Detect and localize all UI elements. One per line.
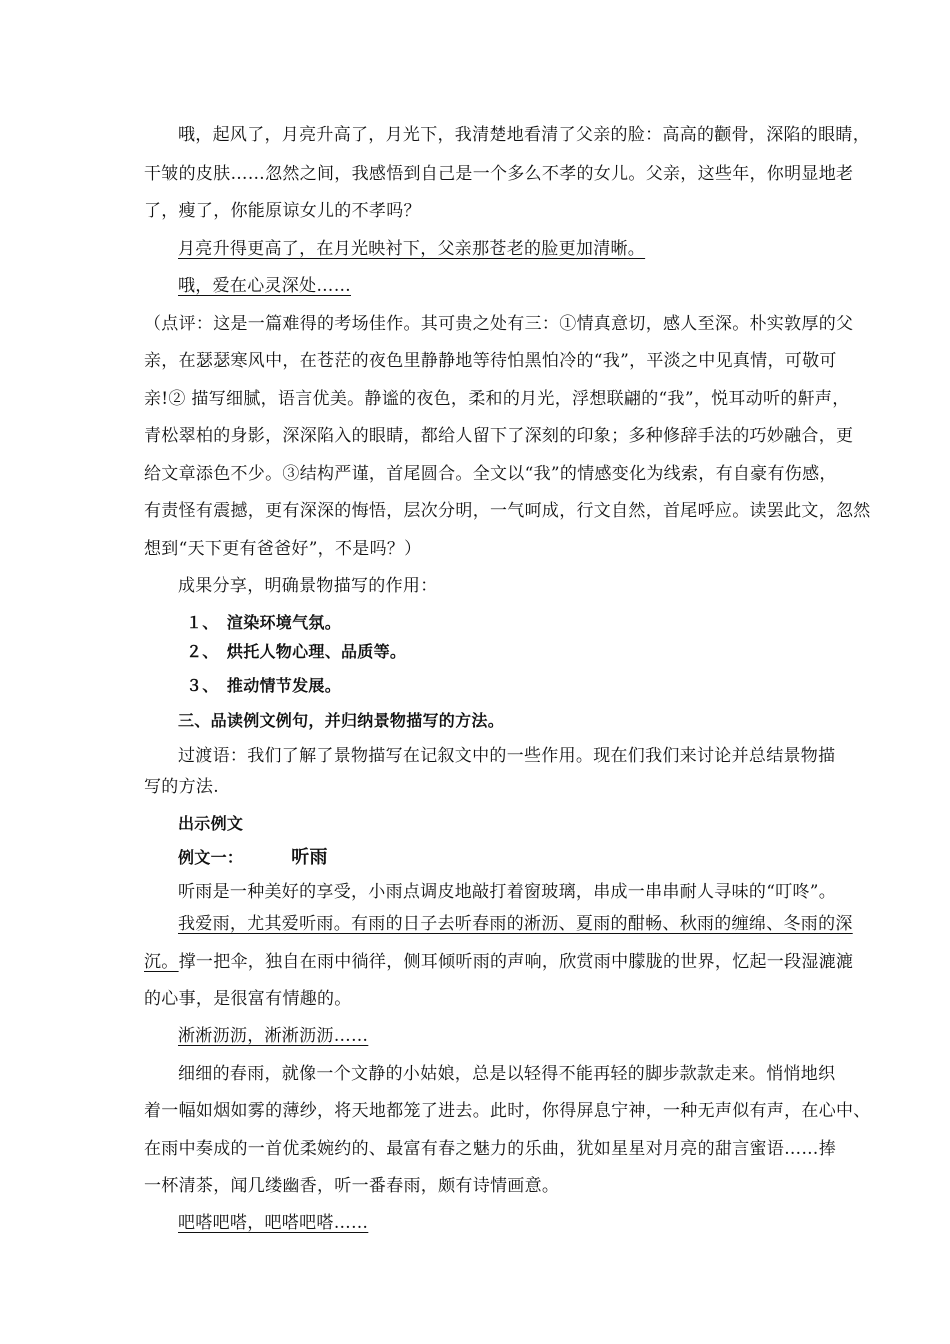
spring-rain-line: 细细的春雨，就像一个文静的小姑娘，总是以轻得不能再轻的脚步款款走来。悄悄地织 xyxy=(178,1064,836,1084)
example-line xyxy=(0,913,950,935)
summary-item: ２、 烘托人物心理、品质等。 xyxy=(186,642,407,661)
underlined-sentence: 淅淅沥沥，淅淅沥沥…… xyxy=(178,1026,369,1046)
comment-line: 想到“天下更有爸爸好”，不是吗？） xyxy=(144,539,422,559)
comment-line: 青松翠柏的身影，深深陷入的眼睛，都给人留下了深刻的印象；多种修辞手法的巧妙融合，更 xyxy=(144,426,854,446)
example-heading xyxy=(0,847,950,869)
summary-item: １、 渲染环境气氛。 xyxy=(186,613,342,632)
comment-line: 亲!② 描写细腻，语言优美。静谧的夜色，柔和的月光，浮想联翩的“我”，悦耳动听的鼾声， xyxy=(144,389,850,409)
example-line xyxy=(0,1025,950,1047)
transition-line: 写的方法. xyxy=(144,777,219,797)
show-example-label: 出示例文 xyxy=(178,814,244,833)
transition-line: 过渡语：我们了解了景物描写在记叙文中的一些作用。现在们我们来讨论并总结景物描 xyxy=(178,746,836,766)
essay-paragraph-line xyxy=(0,275,950,297)
spring-rain-line: 在雨中奏成的一首优柔婉约的、最富有春之魅力的乐曲，犹如星星对月亮的甜言蜜语……捧 xyxy=(144,1139,836,1159)
essay-paragraph-line xyxy=(0,238,950,260)
spring-rain-line: 一杯清茶，闻几缕幽香，听一番春雨，颇有诗情画意。 xyxy=(144,1176,560,1196)
example-title: 听雨 xyxy=(291,847,328,868)
essay-paragraph-line: 干皱的皮肤……忽然之间，我感悟到自己是一个多么不孝的女儿。父亲，这些年，你明显地老 xyxy=(144,164,854,184)
comment-line: 有责怪有震撼，更有深深的悔悟，层次分明，一气呵成，行文自然，首尾呼应。读罢此文，忽然 xyxy=(144,501,871,521)
example-line: 听雨是一种美好的享受，小雨点调皮地敲打着窗玻璃，串成一串串耐人寻味的“叮咚”。 xyxy=(178,882,837,902)
underlined-sentence: 吧嗒吧嗒，吧嗒吧嗒…… xyxy=(178,1213,369,1233)
underlined-sentence: 哦，爱在心灵深处…… xyxy=(178,276,351,296)
example-label: 例文一： xyxy=(178,848,244,867)
underlined-sentence: 沉。 xyxy=(144,952,179,972)
example-line: 的心事，是很富有情趣的。 xyxy=(144,989,352,1009)
spring-rain-line: 着一幅如烟如雾的薄纱，将天地都笼了进去。此时，你得屏息宁神，一种无声似有声，在心中、 xyxy=(144,1101,871,1121)
section-heading: 三、品读例文例句，并归纳景物描写的方法。 xyxy=(178,711,505,730)
example-line xyxy=(0,951,950,973)
comment-line: 亲，在瑟瑟寒风中，在苍茫的夜色里静静地等待怕黑怕冷的“我”，平淡之中见真情，可敬可 xyxy=(144,351,837,371)
essay-paragraph-line: 哦，起风了，月亮升高了，月光下，我清楚地看清了父亲的脸：高高的颧骨，深陷的眼睛， xyxy=(178,125,870,145)
underlined-sentence: 我爱雨，尤其爱听雨。有雨的日子去听春雨的淅沥、夏雨的酣畅、秋雨的缠绵、冬雨的深 xyxy=(178,914,853,934)
example-line-rest: 撑一把伞，独自在雨中徜徉，侧耳倾听雨的声响，欣赏雨中朦胧的世界，忆起一段湿漉漉 xyxy=(178,952,854,972)
example-line xyxy=(0,1212,950,1234)
comment-line: （点评：这是一篇难得的考场佳作。其可贵之处有三：①情真意切，感人至深。朴实敦厚的父 xyxy=(144,314,854,334)
summary-item: ３、 推动情节发展。 xyxy=(186,676,342,695)
summary-intro: 成果分享，明确景物描写的作用： xyxy=(178,576,438,596)
comment-line: 给文章添色不少。③结构严谨，首尾圆合。全文以“我”的情感变化为线索，有自豪有伤感， xyxy=(144,464,837,484)
essay-paragraph-line: 了，瘦了，你能原谅女儿的不孝吗？ xyxy=(144,201,421,221)
underlined-sentence: 月亮升得更高了，在月光映衬下，父亲那苍老的脸更加清晰。 xyxy=(178,239,646,259)
